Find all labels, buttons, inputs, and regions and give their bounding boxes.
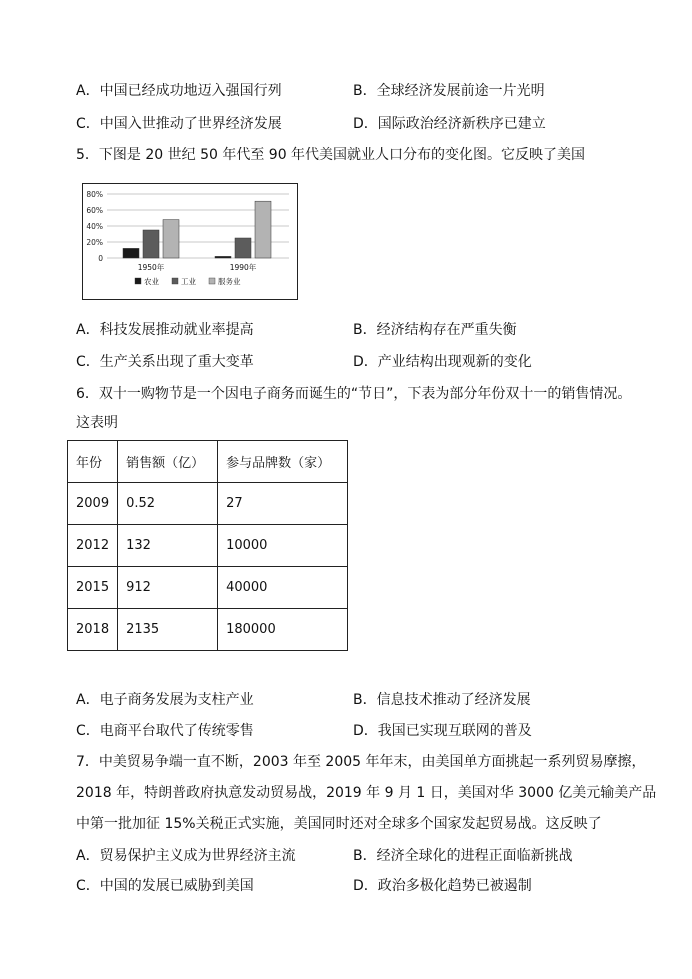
q5-stem: 5．下图是 20 世纪 50 年代至 90 年代美国就业人口分布的变化图。它反映了美国 [76, 147, 586, 163]
table-cell: 10000 [218, 525, 348, 567]
table-header-cell: 参与品牌数（家） [218, 441, 348, 483]
bar-农业-1990年 [215, 256, 231, 258]
table-cell: 132 [118, 525, 218, 567]
table-header-row [68, 441, 348, 483]
table-cell: 2135 [118, 609, 218, 651]
q4-option-c[interactable]: C．中国入世推动了世界经济发展 [76, 116, 282, 132]
legend-label: 服务业 [218, 277, 241, 286]
employment-chart-svg [83, 184, 297, 299]
x-category-label: 1990年 [229, 263, 257, 272]
bar-农业-1950年 [123, 248, 139, 258]
table-cell: 2015 [68, 567, 118, 609]
legend-label: 工业 [181, 277, 196, 286]
q6-option-a[interactable]: A．电子商务发展为支柱产业 [76, 692, 254, 708]
q7-stem-line1: 7．中美贸易争端一直不断，2003 年至 2005 年年末，由美国单方面挑起一系列贸易摩擦， [76, 754, 646, 770]
q6-option-d[interactable]: D．我国已实现互联网的普及 [353, 723, 532, 739]
employment-chart [82, 183, 298, 300]
q7-option-b[interactable]: B．经济全球化的进程正面临新挑战 [353, 848, 573, 864]
y-tick-label: 80% [86, 190, 103, 199]
table-cell: 180000 [218, 609, 348, 651]
q4-option-b[interactable]: B．全球经济发展前途一片光明 [353, 83, 545, 99]
bar-工业-1950年 [143, 230, 159, 258]
table-cell: 27 [218, 483, 348, 525]
table-cell: 2012 [68, 525, 118, 567]
q4-option-d[interactable]: D．国际政治经济新秩序已建立 [353, 116, 546, 132]
table-cell: 40000 [218, 567, 348, 609]
table-header-cell: 年份 [68, 441, 118, 483]
sales-table [67, 440, 348, 651]
q5-option-a[interactable]: A．科技发展推动就业率提高 [76, 322, 254, 338]
legend-swatch [135, 278, 141, 284]
q6-stem-line1: 6．双十一购物节是一个因电子商务而诞生的“节日”，下表为部分年份双十一的销售情况。 [76, 386, 632, 402]
table-row [68, 609, 348, 651]
q5-option-d[interactable]: D．产业结构出现观新的变化 [353, 354, 532, 370]
legend-swatch [172, 278, 178, 284]
y-tick-label: 40% [86, 222, 103, 231]
q7-stem-line3: 中第一批加征 15%关税正式实施，美国同时还对全球多个国家发起贸易战。这反映了 [76, 816, 602, 832]
q5-option-b[interactable]: B．经济结构存在严重失衡 [353, 322, 517, 338]
q6-stem-line2: 这表明 [76, 415, 118, 431]
table-row [68, 567, 348, 609]
q4-option-a[interactable]: A．中国已经成功地迈入强国行列 [76, 83, 282, 99]
y-tick-label: 60% [86, 206, 103, 215]
table-cell: 2018 [68, 609, 118, 651]
q6-option-c[interactable]: C．电商平台取代了传统零售 [76, 723, 254, 739]
bar-服务业-1990年 [255, 201, 271, 258]
q6-option-b[interactable]: B．信息技术推动了经济发展 [353, 692, 531, 708]
y-tick-label: 0 [98, 254, 103, 263]
table-cell: 0.52 [118, 483, 218, 525]
q7-stem-line2: 2018 年，特朗普政府执意发动贸易战，2019 年 9 月 1 日，美国对华 3000 亿美元输美产品 [76, 785, 657, 801]
table-row [68, 483, 348, 525]
bar-工业-1990年 [235, 238, 251, 258]
table-row [68, 525, 348, 567]
legend-swatch [209, 278, 215, 284]
q5-option-c[interactable]: C．生产关系出现了重大变革 [76, 354, 254, 370]
bar-服务业-1950年 [163, 220, 179, 258]
legend-label: 农业 [144, 277, 159, 286]
q7-option-a[interactable]: A．贸易保护主义成为世界经济主流 [76, 848, 296, 864]
q7-option-c[interactable]: C．中国的发展已威胁到美国 [76, 878, 254, 894]
x-category-label: 1950年 [137, 263, 165, 272]
table-header-cell: 销售额（亿） [118, 441, 218, 483]
q7-option-d[interactable]: D．政治多极化趋势已被遏制 [353, 878, 532, 894]
y-tick-label: 20% [86, 238, 103, 247]
table-cell: 2009 [68, 483, 118, 525]
table-cell: 912 [118, 567, 218, 609]
